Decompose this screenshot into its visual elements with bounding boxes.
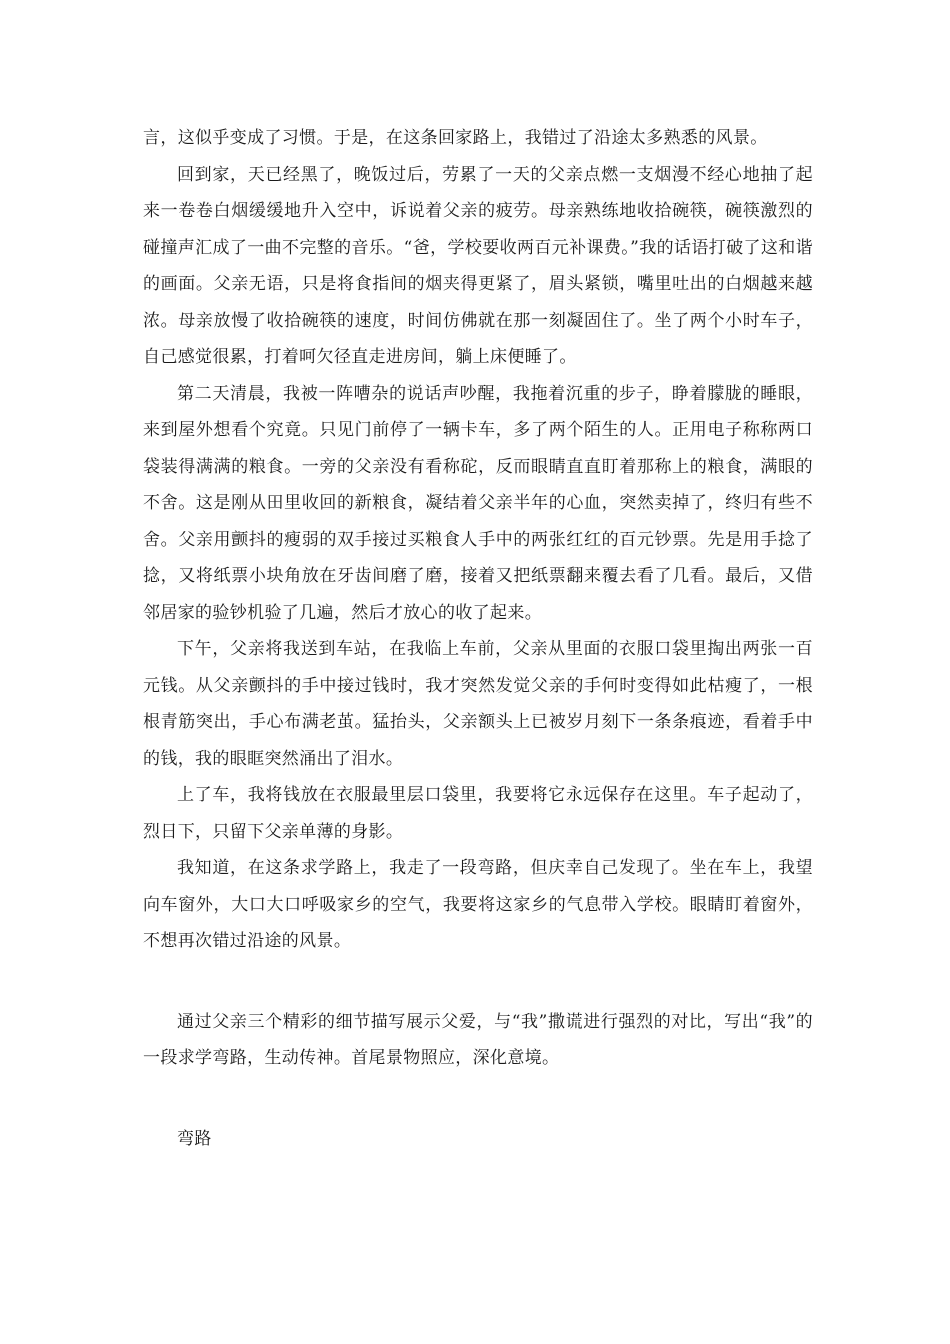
story-paragraph-5: 上了车，我将钱放在衣服最里层口袋里，我要将它永远保存在这里。车子起动了，烈日下，只留下父亲单薄的身影。 — [143, 785, 813, 842]
story-paragraph-6: 我知道，在这条求学路上，我走了一段弯路，但庆幸自己发现了。坐在车上，我望向车窗外，大口大口呼吸家乡的空气，我要将这家乡的气息带入学校。眼睛盯着窗外，不想再次错过沿途的风景。 — [143, 858, 813, 951]
commentary-paragraph: 通过父亲三个精彩的细节描写展示父爱，与“我”撒谎进行强烈的对比，写出“我”的一段求学弯路，生动传神。首尾景物照应，深化意境。 — [143, 1011, 813, 1068]
spacer — [143, 1077, 813, 1121]
document-body — [143, 120, 813, 1157]
story-paragraph-4: 下午，父亲将我送到车站，在我临上车前，父亲从里面的衣服口袋里掏出两张一百元钱。从父亲颤抖的手中接过钱时，我才突然发觉父亲的手何时变得如此枯瘦了，一根根青筋突出，手心布满老茧。猛抬头，父亲额头上已被岁月刻下一条条痕迹，看着手中的钱，我的眼眶突然涌出了泪水。 — [143, 639, 813, 769]
story-paragraph-3: 第二天清晨，我被一阵嘈杂的说话声吵醒，我拖着沉重的步子，睁着朦胧的睡眼，来到屋外想看个究竟。只见门前停了一辆卡车，多了两个陌生的人。正用电子称称两口袋装得满满的粮食。一旁的父亲没有看称砣，反而眼睛直直盯着那称上的粮食，满眼的不舍。这是刚从田里收回的新粮食，凝结着父亲半年的心血，突然卖掉了，终归有些不舍。父亲用颤抖的瘦弱的双手接过买粮食人手中的两张红红的百元钞票。先是用手捻了捻，又将纸票小块角放在牙齿间磨了磨，接着又把纸票翻来覆去看了几看。最后，又借邻居家的验钞机验了几遍，然后才放心的收了起来。 — [143, 383, 813, 623]
story-paragraph-1: 言，这似乎变成了习惯。于是，在这条回家路上，我错过了沿途太多熟悉的风景。 — [143, 128, 768, 148]
spacer — [143, 960, 813, 1004]
story-paragraph-2: 回到家，天已经黑了，晚饭过后，劳累了一天的父亲点燃一支烟漫不经心地抽了起来一卷卷白烟缓缓地升入空中，诉说着父亲的疲劳。母亲熟练地收拾碗筷，碗筷激烈的碰撞声汇成了一曲不完整的音乐。“爸，学校要收两百元补课费。”我的话语打破了这和谐的画面。父亲无语，只是将食指间的烟夹得更紧了，眉头紧锁，嘴里吐出的白烟越来越浓。母亲放慢了收拾碗筷的速度，时间仿佛就在那一刻凝固住了。坐了两个小时车子，自己感觉很累，打着呵欠径直走进房间，躺上床便睡了。 — [143, 164, 813, 367]
next-essay-title: 弯路 — [177, 1128, 212, 1149]
